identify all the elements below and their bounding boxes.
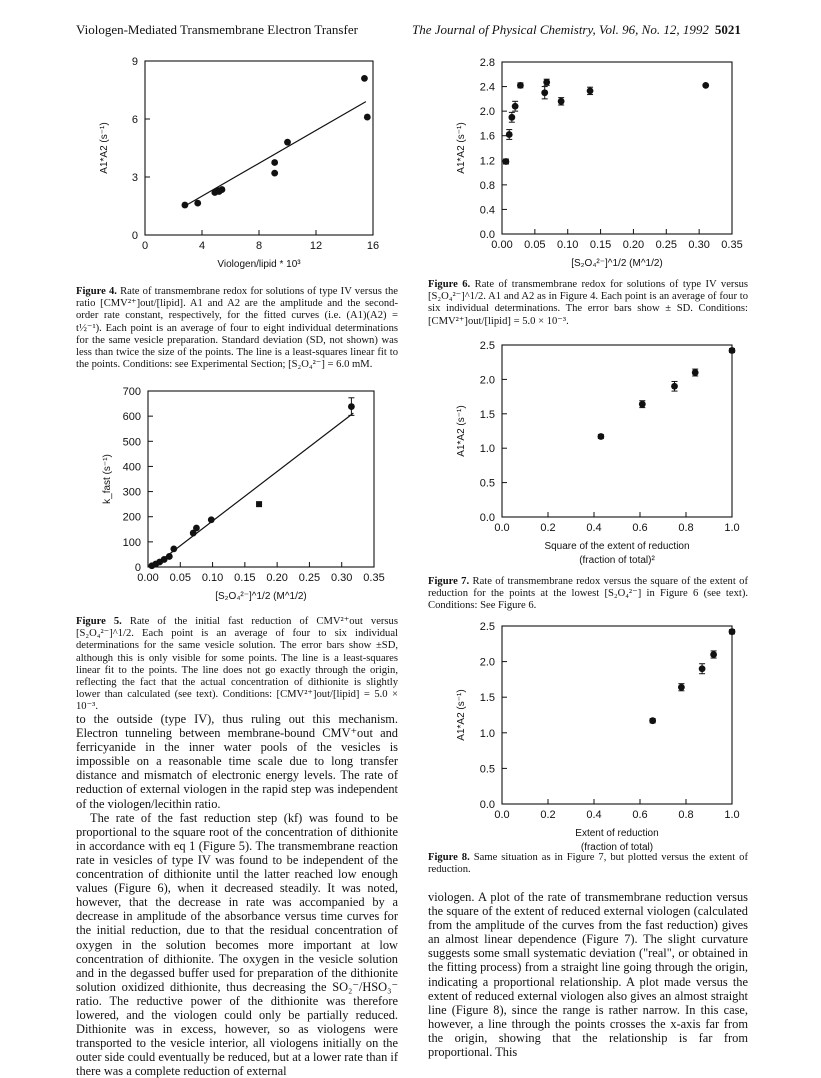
x-tick-label: 0.10 (557, 239, 579, 251)
y-tick-label: 1.0 (479, 443, 495, 456)
data-point (170, 545, 177, 552)
y-axis-label: A1*A2 (s⁻¹) (456, 689, 467, 741)
data-point (193, 525, 200, 532)
x-axis-label: [S₂O₄²⁻]^1/2 (M^1/2) (215, 591, 307, 602)
x-tick-label: 12 (309, 240, 323, 252)
y-tick-label: 200 (122, 511, 141, 524)
x-tick-label: 0.35 (721, 239, 743, 251)
y-tick-label: 6 (131, 114, 138, 126)
y-tick-label: 2.0 (479, 374, 495, 387)
data-point (284, 139, 291, 146)
figure-5-plot (70, 385, 390, 607)
running-head: Viologen-Mediated Transmembrane Electron Transfer (76, 22, 358, 37)
x-tick-label: 8 (255, 240, 263, 252)
x-tick-label: 0.15 (589, 239, 612, 251)
figure-8-svg (440, 618, 750, 853)
data-point (271, 159, 278, 166)
y-tick-label: 2.4 (479, 81, 495, 94)
figure-4-caption-text: Rate of transmembrane redox for solutions of type IV versus the ratio [CMV²⁺]out/[lipid]. A1 and A2 are the amplitude and the second-order rate constant, respectively, for the fitted curves (i.e. (A1)(A2) = t½⁻¹). Each point is an average of four to eight individual determinations for the same vesicle preparation. Standard deviation (SD, not shown) was less than twice the size of the points. The line is a least-squares linear fit to the points. Conditions: see Experimental Section; [S₂O₄²⁻] = 6.0 mM. (76, 286, 398, 371)
x-tick-label: 0.05 (524, 239, 546, 251)
figure-6-label: Figure 6. (428, 279, 471, 290)
fit-line (153, 413, 354, 567)
x-tick-label: 0.00 (137, 572, 159, 584)
fit-line (185, 102, 366, 206)
data-point (702, 82, 709, 89)
y-axis-label: A1*A2 (s⁻¹) (456, 122, 467, 174)
figure-8-plot (440, 618, 750, 853)
figure-8-label: Figure 8. (428, 852, 470, 863)
body-text-right (428, 890, 748, 1059)
y-tick-label: 2.0 (479, 106, 495, 119)
y-axis-label: A1*A2 (s⁻¹) (99, 122, 110, 174)
x-axis-label: [S₂O₄²⁻]^1/2 (M^1/2) (571, 258, 663, 269)
x-tick-label: 0.00 (491, 239, 513, 251)
y-tick-label: 600 (122, 411, 141, 424)
data-point (361, 75, 368, 82)
y-tick-label: 1.2 (479, 155, 495, 168)
data-point (348, 403, 355, 410)
data-point (256, 501, 262, 507)
x-tick-label: 0.20 (622, 239, 645, 251)
data-point (364, 114, 371, 121)
x-tick-label: 0.0 (494, 522, 510, 534)
data-point (194, 200, 201, 207)
y-tick-label: 0.0 (479, 229, 495, 241)
x-tick-label: 0.4 (586, 809, 602, 821)
page-number: 5021 (714, 22, 741, 37)
data-point (166, 553, 173, 560)
figure-4-plot (70, 55, 390, 275)
figure-7-caption (428, 576, 748, 613)
figure-4-caption (76, 286, 398, 371)
figure-7-caption-text: Rate of transmembrane redox versus the square of the extent of reduction for the points at the lowest [S₂O₄²⁻] in Figure 6 (see text). Conditions: See Figure 6. (428, 576, 748, 612)
x-tick-label: 0.0 (494, 809, 510, 821)
x-tick-label: 0.05 (169, 572, 191, 584)
x-tick-label: 0.15 (234, 572, 256, 584)
x-tick-label: 0.4 (586, 522, 602, 534)
y-tick-label: 1.6 (479, 130, 495, 143)
x-axis-label-line2: (fraction of total) (580, 842, 654, 853)
data-point (512, 103, 519, 110)
body-text-left (76, 712, 398, 1078)
data-point (639, 401, 646, 408)
y-tick-label: 3 (131, 172, 138, 184)
figure-6-plot (440, 52, 750, 277)
data-point (271, 170, 278, 177)
y-tick-label: 0 (131, 230, 138, 242)
data-point (671, 383, 678, 390)
figure-7-plot (440, 337, 750, 577)
paragraph: viologen. A plot of the rate of transmembrane reduction versus the square of the extent of reduced external viologen (calculated from the amplitude of the curves from the fast reduction) gives an almost linear dependence (Figure 7). The slight curvature suggests some small systematic deviation ("real", or obtained in the fitting process) from a straight line going through the origin, indicating a proportional relationship. A plot made versus the extent of reduced external viologen also gives an almost straight line (Figure 8), since the range is rather narrow. In this case, however, a line through the points crosses the x-axis far from the origin, showing that the relationship is far from proportional. This (428, 890, 748, 1060)
x-tick-label: 0.30 (688, 239, 710, 251)
x-tick-label: 0.8 (678, 522, 694, 534)
y-tick-label: 0.0 (479, 512, 495, 524)
plot-frame (502, 626, 732, 804)
y-tick-label: 1.5 (479, 408, 495, 421)
figure-6-caption (428, 279, 748, 328)
y-tick-label: 2.5 (479, 340, 495, 352)
x-axis-label-line2: (fraction of total)² (579, 555, 655, 566)
x-tick-label: 0 (141, 240, 149, 252)
y-tick-label: 0.5 (479, 763, 495, 776)
y-tick-label: 2.0 (479, 656, 495, 669)
data-point (598, 433, 605, 440)
plot-frame (148, 391, 374, 567)
y-tick-label: 0.5 (479, 477, 495, 490)
figure-6-caption-text: Rate of transmembrane redox for solutions of type IV versus [S₂O₄²⁻]^1/2. A1 and A2 as in Figure 4. Each point is an average of four to six individual determinations. The error bars show ± SD. Conditions: [CMV²⁺]out/[lipid] = 5.0 × 10⁻³. (428, 279, 748, 327)
figure-7-svg (440, 337, 750, 577)
data-point (692, 369, 699, 376)
y-tick-label: 2.5 (479, 621, 495, 633)
y-tick-label: 1.5 (479, 692, 495, 705)
data-point (506, 131, 513, 138)
x-axis-label: Extent of reduction (575, 828, 659, 839)
y-tick-label: 0.0 (479, 799, 495, 811)
y-tick-label: 700 (122, 386, 141, 398)
figure-5-label: Figure 5. (76, 616, 122, 627)
x-tick-label: 0.25 (655, 239, 677, 251)
y-tick-label: 300 (122, 486, 141, 499)
y-tick-label: 1.0 (479, 727, 495, 740)
figure-4-svg (70, 55, 390, 275)
figure-8-caption-text: Same situation as in Figure 7, but plotted versus the extent of reduction. (428, 852, 748, 876)
plot-frame (502, 62, 732, 234)
data-point (543, 79, 550, 86)
x-axis-label: Viologen/lipid * 10³ (217, 259, 301, 270)
y-axis-label: k_fast (s⁻¹) (102, 454, 113, 504)
data-point (587, 87, 594, 94)
x-tick-label: 4 (198, 240, 206, 252)
x-tick-label: 0.6 (632, 809, 648, 821)
figure-5-caption-text: Rate of the initial fast reduction of CMV²⁺out versus [S₂O₄²⁻]^1/2. Each point is an average of four to six individual determinations for the same vesicle solution. The error bars show ±SD, although this is only visible for some points. The line is a least-squares linear fit to the points. The line does not go exactly through the origin, reflecting the fact that the actual concentration of dithionite is slightly lower than calculated (see text). Conditions: [CMV²⁺]out/[lipid] = 5.0 × 10⁻³. (76, 616, 398, 713)
y-tick-label: 100 (122, 536, 141, 549)
figure-4-label: Figure 4. (76, 286, 117, 297)
data-point (729, 628, 736, 635)
y-tick-label: 0.4 (479, 204, 495, 217)
data-point (649, 717, 656, 724)
x-tick-label: 0.10 (201, 572, 224, 584)
figure-8-caption (428, 852, 748, 876)
data-point (182, 202, 189, 209)
data-point (729, 347, 736, 354)
figure-6-svg (440, 52, 750, 277)
plot-frame (145, 61, 373, 235)
x-tick-label: 0.35 (363, 572, 385, 584)
y-tick-label: 500 (122, 436, 141, 449)
data-point (678, 684, 685, 691)
x-tick-label: 0.25 (298, 572, 321, 584)
x-tick-label: 1.0 (724, 522, 740, 534)
x-tick-label: 0.6 (632, 522, 648, 534)
y-tick-label: 0.8 (479, 179, 495, 192)
x-tick-label: 0.2 (540, 809, 556, 821)
figure-5-svg (70, 385, 390, 607)
x-axis-label: Square of the extent of reduction (544, 541, 690, 552)
y-tick-label: 0 (134, 562, 141, 574)
journal-citation (412, 22, 741, 38)
data-point (517, 82, 524, 89)
data-point (508, 114, 515, 121)
y-tick-label: 400 (122, 461, 141, 474)
y-axis-label: A1*A2 (s⁻¹) (456, 405, 467, 457)
journal-name: The Journal of Physical Chemistry, Vol. 96, No. 12, 1992 (412, 22, 709, 37)
data-point (558, 98, 565, 105)
y-tick-label: 9 (131, 56, 138, 68)
paragraph: The rate of the fast reduction step (kf) was found to be proportional to the square root of the concentration of dithionite in accordance with eq 1 (Figure 5). The transmembrane reaction rate in vesicles of type IV was found to be independent of the concentration of dithionite until the latter reached low enough values (Figure 6), when it decreased steadily. It was noted, however, that the decrease in rate was accompanied by a decrease in amplitude of the absorbance versus time curves for the initial reduction, due to that the residual concentration of oxygen in the solution becomes more important at low concentration of dithionite. The oxygen in the vesicle solution and in the degassed buffer used for preparation of the dithionite solution oxidized dithionite, thus decreasing the SO₂⁻/HSO₃⁻ ratio. The reductive power of the dithionite was therefore lowered, and the viologen could only be partially reduced. Dithionite was in excess, however, so as viologens were transported to the vesicle interior, all viologens initially on the outer side could eventually be reduced, but at a lower rate than if there was a complete reduction of external (76, 810, 398, 1078)
x-tick-label: 0.8 (678, 809, 694, 821)
y-tick-label: 2.8 (479, 57, 495, 69)
x-tick-label: 0.2 (540, 522, 556, 534)
paragraph: to the outside (type IV), thus ruling out this mechanism. Electron tunneling between membrane-bound CMV⁺out and ferricyanide in the inner water pools of the vesicles is impossible on a reasonable time scale due to long transfer distance and mismatch of electronic energy levels. The rate of reduction of external viologen in the rapid step was independent of the viologen/lecithin ratio. (76, 712, 398, 811)
data-point (710, 651, 717, 658)
x-tick-label: 1.0 (724, 809, 740, 821)
x-tick-label: 0.30 (331, 572, 353, 584)
data-point (699, 665, 706, 672)
figure-7-label: Figure 7. (428, 576, 470, 587)
x-tick-label: 0.20 (266, 572, 288, 584)
data-point (503, 158, 510, 165)
data-point (219, 186, 226, 193)
figure-5-caption (76, 616, 398, 714)
x-tick-label: 16 (366, 240, 380, 252)
data-point (208, 516, 215, 523)
data-point (541, 89, 548, 96)
